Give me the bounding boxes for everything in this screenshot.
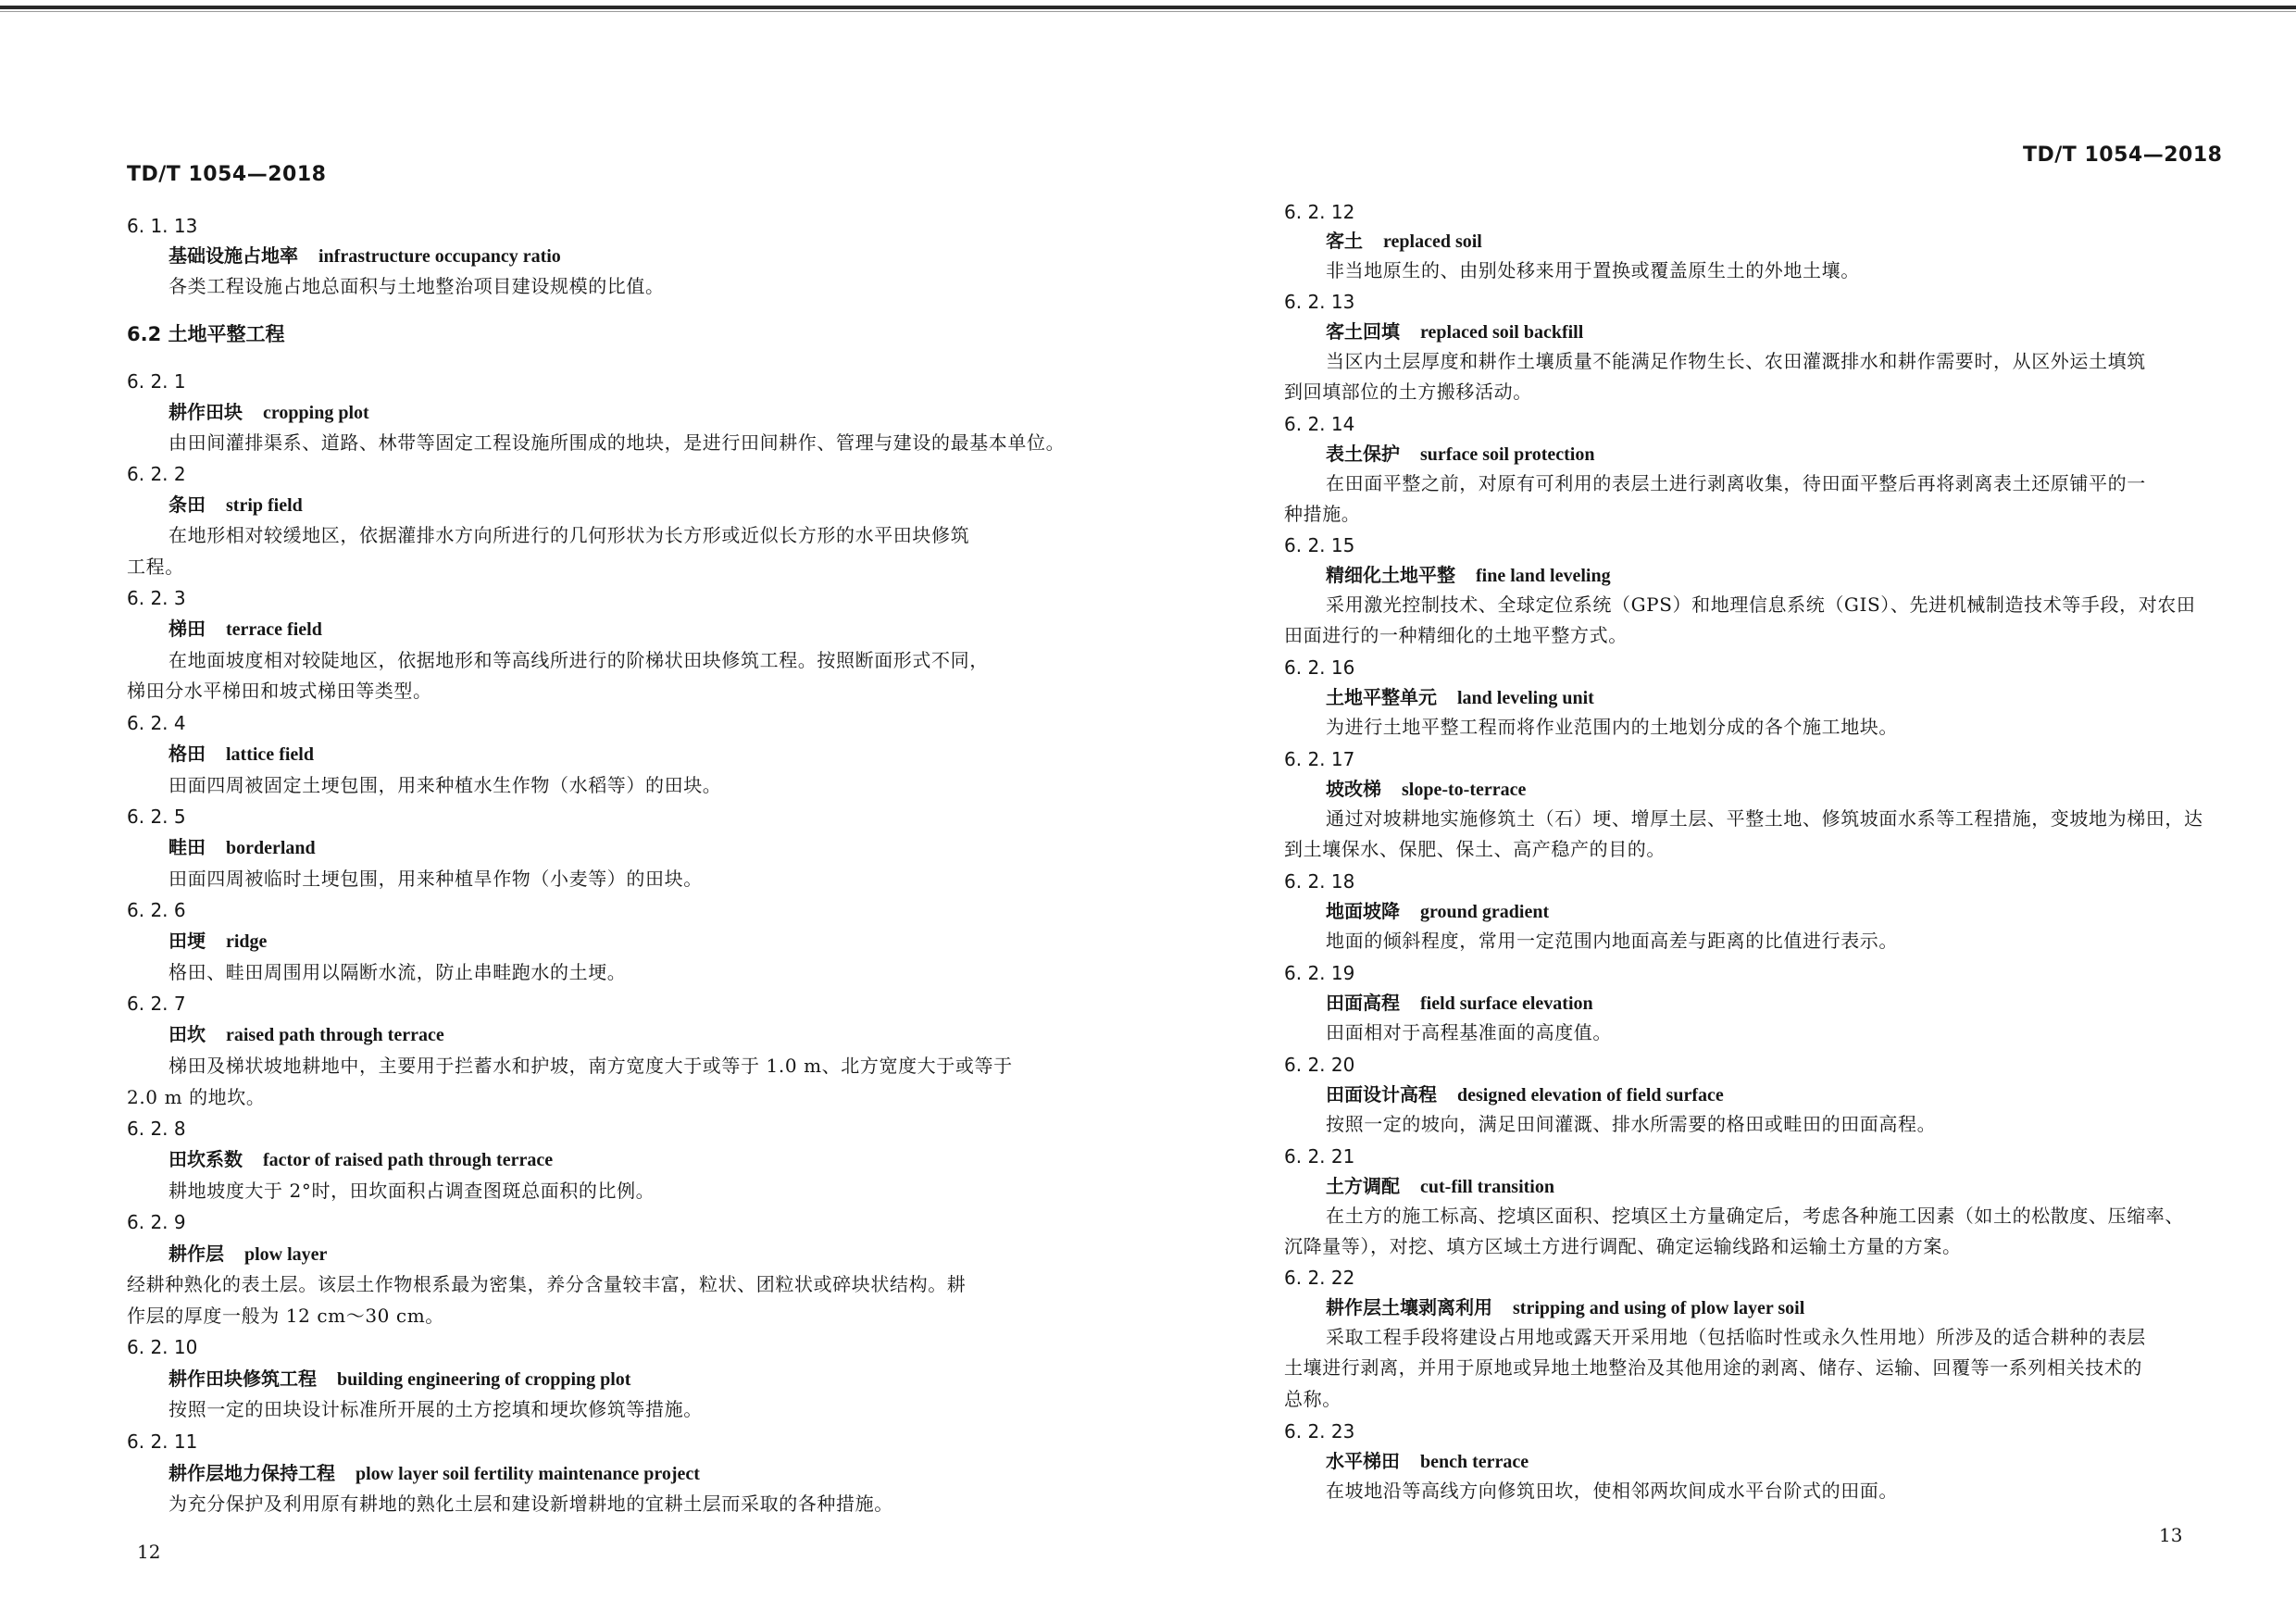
entry-number: 6. 2. 17 [1284,748,1355,770]
definition: 田面四周被固定土埂包围，用来种植水生作物（水稻等）的田块。 [168,774,722,796]
term-english: land leveling unit [1457,688,1594,708]
entry-number: 6. 2. 13 [1284,291,1355,313]
definition: 采取工程手段将建设占用地或露天开采用地（包括临时性或永久性用地）所涉及的适合耕种的表层 [1326,1326,2146,1348]
entry-number: 6. 2. 1 [127,370,186,393]
term-line [168,1462,700,1485]
term-english: replaced soil backfill [1420,322,1584,343]
term-line [1326,900,1549,923]
definition: 为进行土地平整工程而将作业范围内的土地划分成的各个施工地块。 [1326,716,1898,738]
term-line [168,1023,444,1046]
definition: 各类工程设施占地总面积与土地整治项目建设规模的比值。 [168,275,665,297]
term-line [168,618,322,641]
left-standard-code: TD/T 1054—2018 [127,163,327,186]
definition: 田面相对于高程基准面的高度值。 [1326,1021,1612,1043]
entry-number: 6. 2. 3 [127,587,186,609]
definition: 经耕种熟化的表土层。该层土作物根系最为密集，养分含量较丰富，粒状、团粒状或碎块状结构。耕 [127,1273,967,1295]
term-chinese: 梯田 [168,618,206,640]
definition: 通过对坡耕地实施修筑土（石）埂、增厚土层、平整土地、修筑坡面水系等工程措施，变坡地为梯田，达 [1326,807,2203,830]
term-chinese: 客土回填 [1326,320,1400,343]
term-line [1326,443,1595,466]
term-english: ground gradient [1420,902,1550,922]
entry-number: 6. 2. 12 [1284,201,1355,223]
term-english: plow layer soil fertility maintenance project [356,1464,700,1484]
term-english: field surface elevation [1420,993,1593,1014]
definition: 在地形相对较缓地区，依据灌排水方向所进行的几何形状为长方形或近似长方形的水平田块修筑 [168,524,970,546]
term-english: ridge [226,931,268,952]
term-chinese: 耕作层地力保持工程 [168,1462,335,1484]
term-line [168,836,316,859]
term-line [1326,992,1593,1015]
entry-number: 6. 2. 8 [127,1118,186,1140]
term-chinese: 土地平整单元 [1326,686,1437,708]
top-rule [0,6,2296,9]
term-line [168,401,369,424]
entry-number: 6. 2. 9 [127,1211,186,1233]
term-line [1326,1175,1554,1198]
term-chinese: 地面坡降 [1326,900,1400,922]
entry-number: 6. 2. 2 [127,463,186,485]
entry-number: 6. 2. 4 [127,712,186,734]
term-chinese: 耕作田块 [168,401,243,423]
term-chinese: 田埂 [168,930,206,952]
term-english: terrace field [226,619,322,640]
term-english: building engineering of cropping plot [337,1369,631,1390]
term-line [1326,1296,1804,1319]
definition-continued: 土壤进行剥离，并用于原地或异地土地整治及其他用途的剥离、储存、运输、回覆等一系列相关技术的 [1284,1356,2142,1379]
term-line [168,244,561,268]
term-chinese: 田坎系数 [168,1148,243,1170]
term-chinese: 耕作层土壤剥离利用 [1326,1296,1492,1318]
entry-number: 6. 2. 20 [1284,1054,1355,1076]
term-english: designed elevation of field surface [1457,1085,1724,1106]
term-line [1326,564,1611,587]
right-standard-code: TD/T 1054—2018 [2023,144,2223,167]
definition: 由田间灌排渠系、道路、林带等固定工程设施所围成的地块，是进行田间耕作、管理与建设的最基本单位。 [168,431,1066,454]
term-chinese: 耕作田块修筑工程 [168,1368,317,1390]
right-page-number: 13 [2159,1524,2183,1546]
entry-number: 6. 2. 18 [1284,870,1355,893]
term-line [1326,686,1594,709]
definition-continued: 2.0 m 的地坎。 [127,1086,266,1108]
entry-number: 6. 2. 7 [127,993,186,1015]
definition-continued: 田面进行的一种精细化的土地平整方式。 [1284,624,1628,646]
definition: 非当地原生的、由别处移来用于置换或覆盖原生土的外地土壤。 [1326,259,1860,281]
term-english: infrastructure occupancy ratio [318,246,561,267]
term-chinese: 基础设施占地率 [168,244,298,267]
term-english: plow layer [244,1244,328,1265]
entry-number: 6. 2. 14 [1284,413,1355,435]
definition-continued: 梯田分水平梯田和坡式梯田等类型。 [127,680,432,702]
term-english: raised path through terrace [226,1025,444,1045]
top-rule-thin [0,11,2296,12]
definition: 在田面平整之前，对原有可利用的表层土进行剥离收集，待田面平整后再将剥离表土还原铺平的一 [1326,472,2146,494]
term-chinese: 客土 [1326,230,1363,252]
term-line [168,743,314,766]
term-line [168,1368,630,1391]
term-chinese: 田面高程 [1326,992,1400,1014]
entry-number: 6. 2. 22 [1284,1267,1355,1289]
term-english: borderland [226,838,316,858]
entry-number: 6. 2. 6 [127,899,186,921]
entry-number: 6. 2. 11 [127,1430,198,1453]
definition: 在坡地沿等高线方向修筑田坎，使相邻两坎间成水平台阶式的田面。 [1326,1480,1898,1502]
entry-number: 6. 2. 19 [1284,962,1355,984]
term-chinese: 坡改梯 [1326,778,1381,800]
term-english: factor of raised path through terrace [263,1150,554,1170]
term-chinese: 精细化土地平整 [1326,564,1455,586]
term-line [1326,778,1526,801]
definition: 在地面坡度相对较陡地区，依据地形和等高线所进行的阶梯状田块修筑工程。按照断面形式不同， [168,649,989,671]
term-english: fine land leveling [1476,566,1611,586]
term-chinese: 水平梯田 [1326,1450,1400,1472]
term-chinese: 田坎 [168,1023,206,1045]
left-page-number: 12 [137,1541,161,1563]
entry-number: 6. 2. 10 [127,1336,198,1358]
entry-number: 6. 2. 23 [1284,1420,1355,1443]
term-english: surface soil protection [1420,444,1595,465]
entry-number: 6. 2. 15 [1284,534,1355,556]
definition-continued: 种措施。 [1284,503,1361,525]
term-line [1326,1083,1724,1106]
definition: 田面四周被临时土埂包围，用来种植旱作物（小麦等）的田块。 [168,868,703,890]
definition-continued: 工程。 [127,556,184,578]
term-line [1326,320,1583,344]
definition: 按照一定的田块设计标准所开展的土方挖填和埂坎修筑等措施。 [168,1398,703,1420]
definition: 耕地坡度大于 2°时，田坎面积占调查图斑总面积的比例。 [168,1180,655,1202]
definition: 格田、畦田周围用以隔断水流，防止串畦跑水的土埂。 [168,961,627,983]
term-chinese: 耕作层 [168,1243,224,1265]
definition: 采用激光控制技术、全球定位系统（GPS）和地理信息系统（GIS）、先进机械制造技术等手段，对农田 [1326,593,2196,616]
term-english: bench terrace [1420,1452,1529,1472]
definition: 当区内土层厚度和耕作土壤质量不能满足作物生长、农田灌溉排水和耕作需要时，从区外运土填筑 [1326,350,2146,372]
term-chinese: 表土保护 [1326,443,1400,465]
term-english: slope-to-terrace [1402,780,1527,800]
term-chinese: 格田 [168,743,206,765]
definition: 为充分保护及利用原有耕地的熟化土层和建设新增耕地的宜耕土层而采取的各种措施。 [168,1493,893,1515]
term-line [168,1243,327,1266]
definition-continued: 到回填部位的土方搬移活动。 [1284,381,1532,403]
term-line [168,930,267,953]
definition-continued: 沉降量等），对挖、填方区域土方进行调配、确定运输线路和运输土方量的方案。 [1284,1235,1962,1257]
entry-number: 6. 2. 16 [1284,656,1355,679]
section-heading: 6.2 土地平整工程 [127,323,285,345]
term-line [1326,1450,1529,1473]
term-english: cut-fill transition [1420,1177,1554,1197]
definition-continued: 总称。 [1284,1388,1341,1410]
term-line [168,1148,553,1171]
definition: 按照一定的坡向，满足田间灌溉、排水所需要的格田或畦田的田面高程。 [1326,1113,1937,1135]
term-line [168,493,303,517]
term-english: strip field [226,495,303,516]
term-chinese: 条田 [168,493,206,516]
definition-continued: 作层的厚度一般为 12 cm～30 cm。 [127,1305,444,1327]
definition-continued: 到土壤保水、保肥、保土、高产稳产的目的。 [1284,838,1666,860]
term-line [1326,230,1482,253]
term-english: lattice field [226,744,314,765]
term-chinese: 土方调配 [1326,1175,1400,1197]
term-english: replaced soil [1383,231,1482,252]
entry-number: 6. 2. 5 [127,806,186,828]
entry-number: 6. 1. 13 [127,215,198,237]
term-english: stripping and using of plow layer soil [1513,1298,1805,1318]
definition: 在土方的施工标高、挖填区面积、挖填区土方量确定后，考虑各种施工因素（如土的松散度、压缩率、 [1326,1205,2184,1227]
term-chinese: 田面设计高程 [1326,1083,1437,1106]
term-chinese: 畦田 [168,836,206,858]
definition: 梯田及梯状坡地耕地中，主要用于拦蓄水和护坡，南方宽度大于或等于 1.0 m、北方宽度大于或等于 [168,1055,1013,1077]
entry-number: 6. 2. 21 [1284,1145,1355,1168]
definition: 地面的倾斜程度，常用一定范围内地面高差与距离的比值进行表示。 [1326,930,1898,952]
term-english: cropping plot [263,403,369,423]
